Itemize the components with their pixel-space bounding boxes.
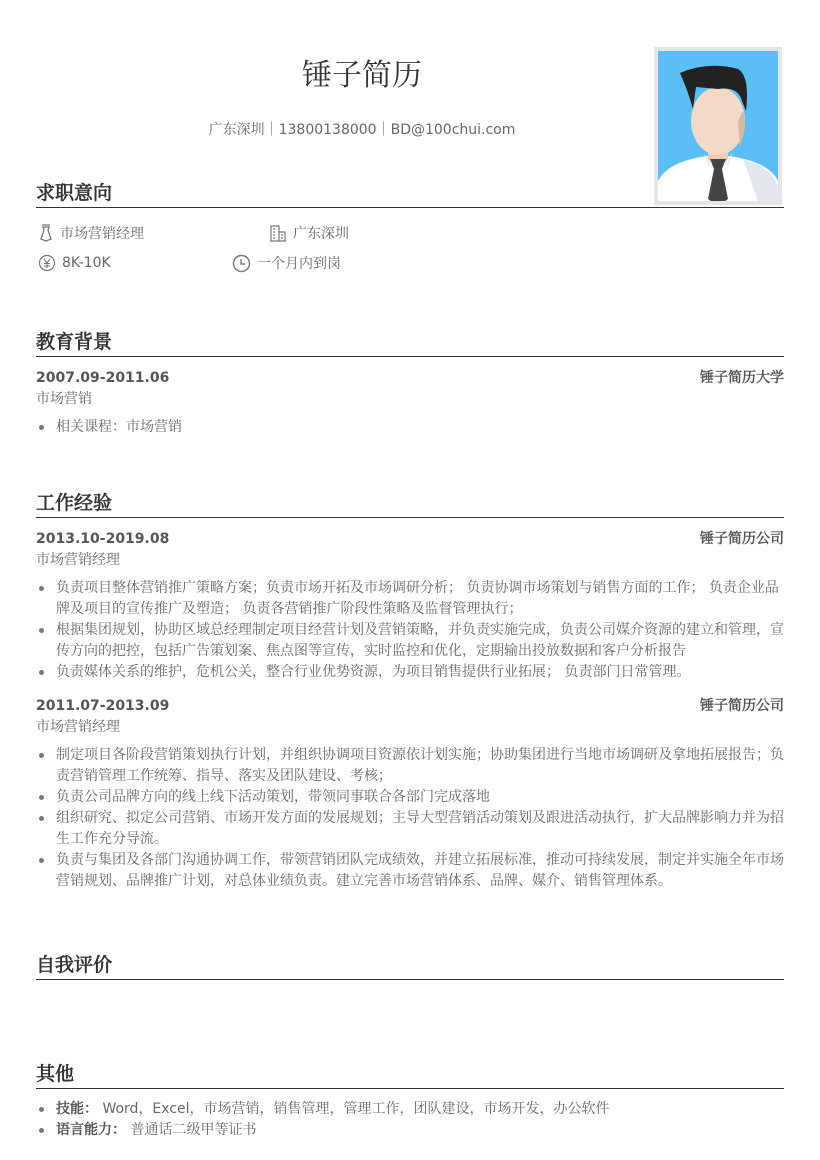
job-date: 2013.10-2019.08 (36, 531, 170, 547)
list-item: 负责公司品牌方向的线上线下活动策划，带领同事联合各部门完成落地 (36, 787, 784, 808)
section-title: 教育背景 (36, 327, 784, 357)
section-work (36, 488, 784, 892)
building-icon (269, 224, 287, 242)
job-date: 2011.07-2013.09 (36, 698, 170, 714)
intent-availability: 一个月内到岗 (257, 256, 341, 272)
intent-salary: 8K-10K (62, 255, 111, 271)
edu-school: 锤子简历大学 (700, 370, 784, 386)
edu-date: 2007.09-2011.06 (36, 370, 170, 386)
contact-info: 广东深圳｜13800138000｜BD@100chui.com (208, 122, 516, 138)
job-role: 市场营销经理 (36, 719, 120, 735)
tie-icon (38, 224, 54, 242)
list-item-language (36, 1120, 784, 1141)
skills-label: 技能： (56, 1101, 98, 1117)
section-title: 其他 (36, 1059, 784, 1089)
job-role: 市场营销经理 (36, 552, 120, 568)
list-item: 组织研究、拟定公司营销、市场开发方面的发展规划；主导大型营销活动策划及跟进活动执行，扩大品牌影响力并为招生工作充分导流。 (36, 808, 784, 850)
list-item: 根据集团规划，协助区域总经理制定项目经营计划及营销策略，并负责实施完成，负责公司媒介资源的建立和管理，宣传方向的把控，包括广告策划案、焦点图等宣传，实时监控和优化，定期输出投放数据和客户分析报告 (36, 620, 784, 662)
section-title: 求职意向 (36, 178, 784, 208)
section-self-evaluation (36, 950, 784, 980)
section-intent (36, 178, 784, 288)
skills-value: Word，Excel，市场营销，销售管理，管理工作，团队建设，市场开发，办公软件 (102, 1101, 610, 1117)
yuan-icon (38, 254, 56, 272)
list-item: 负责与集团及各部门沟通协调工作，带领营销团队完成绩效，并建立拓展标准，推动可持续发展，制定并实施全年市场营销规划、品牌推广计划，对总体业绩负责。建立完善市场营销体系、品牌、媒介、销售管理体系。 (36, 850, 784, 892)
list-item-skills (36, 1099, 784, 1120)
language-label: 语言能力： (56, 1122, 126, 1138)
list-item: 负责媒体关系的维护，危机公关，整合行业优势资源，为项目销售提供行业拓展； 负责部门日常管理。 (36, 662, 784, 683)
clock-icon (232, 254, 251, 273)
list-item: 相关课程：市场营销 (36, 417, 784, 438)
section-other (36, 1059, 784, 1141)
list-item: 负责项目整体营销推广策略方案；负责市场开拓及市场调研分析； 负责协调市场策划与销售方面的工作； 负责企业品牌及项目的宣传推广及塑造； 负责各营销推广阶段性策略及监督管理执行； (36, 578, 784, 620)
intent-city: 广东深圳 (293, 226, 349, 242)
section-title: 自我评价 (36, 950, 784, 980)
job-company: 锤子简历公司 (700, 698, 784, 714)
section-title: 工作经验 (36, 488, 784, 518)
intent-position: 市场营销经理 (60, 226, 144, 242)
resume-name: 锤子简历 (302, 58, 422, 93)
language-value: 普通话二级甲等证书 (130, 1122, 257, 1138)
list-item: 制定项目各阶段营销策划执行计划，并组织协调项目资源依计划实施；协助集团进行当地市场调研及拿地拓展报告；负责营销管理工作统筹、指导、落实及团队建设、考核； (36, 745, 784, 787)
section-education (36, 327, 784, 438)
edu-major: 市场营销 (36, 391, 92, 407)
job-company: 锤子简历公司 (700, 531, 784, 547)
